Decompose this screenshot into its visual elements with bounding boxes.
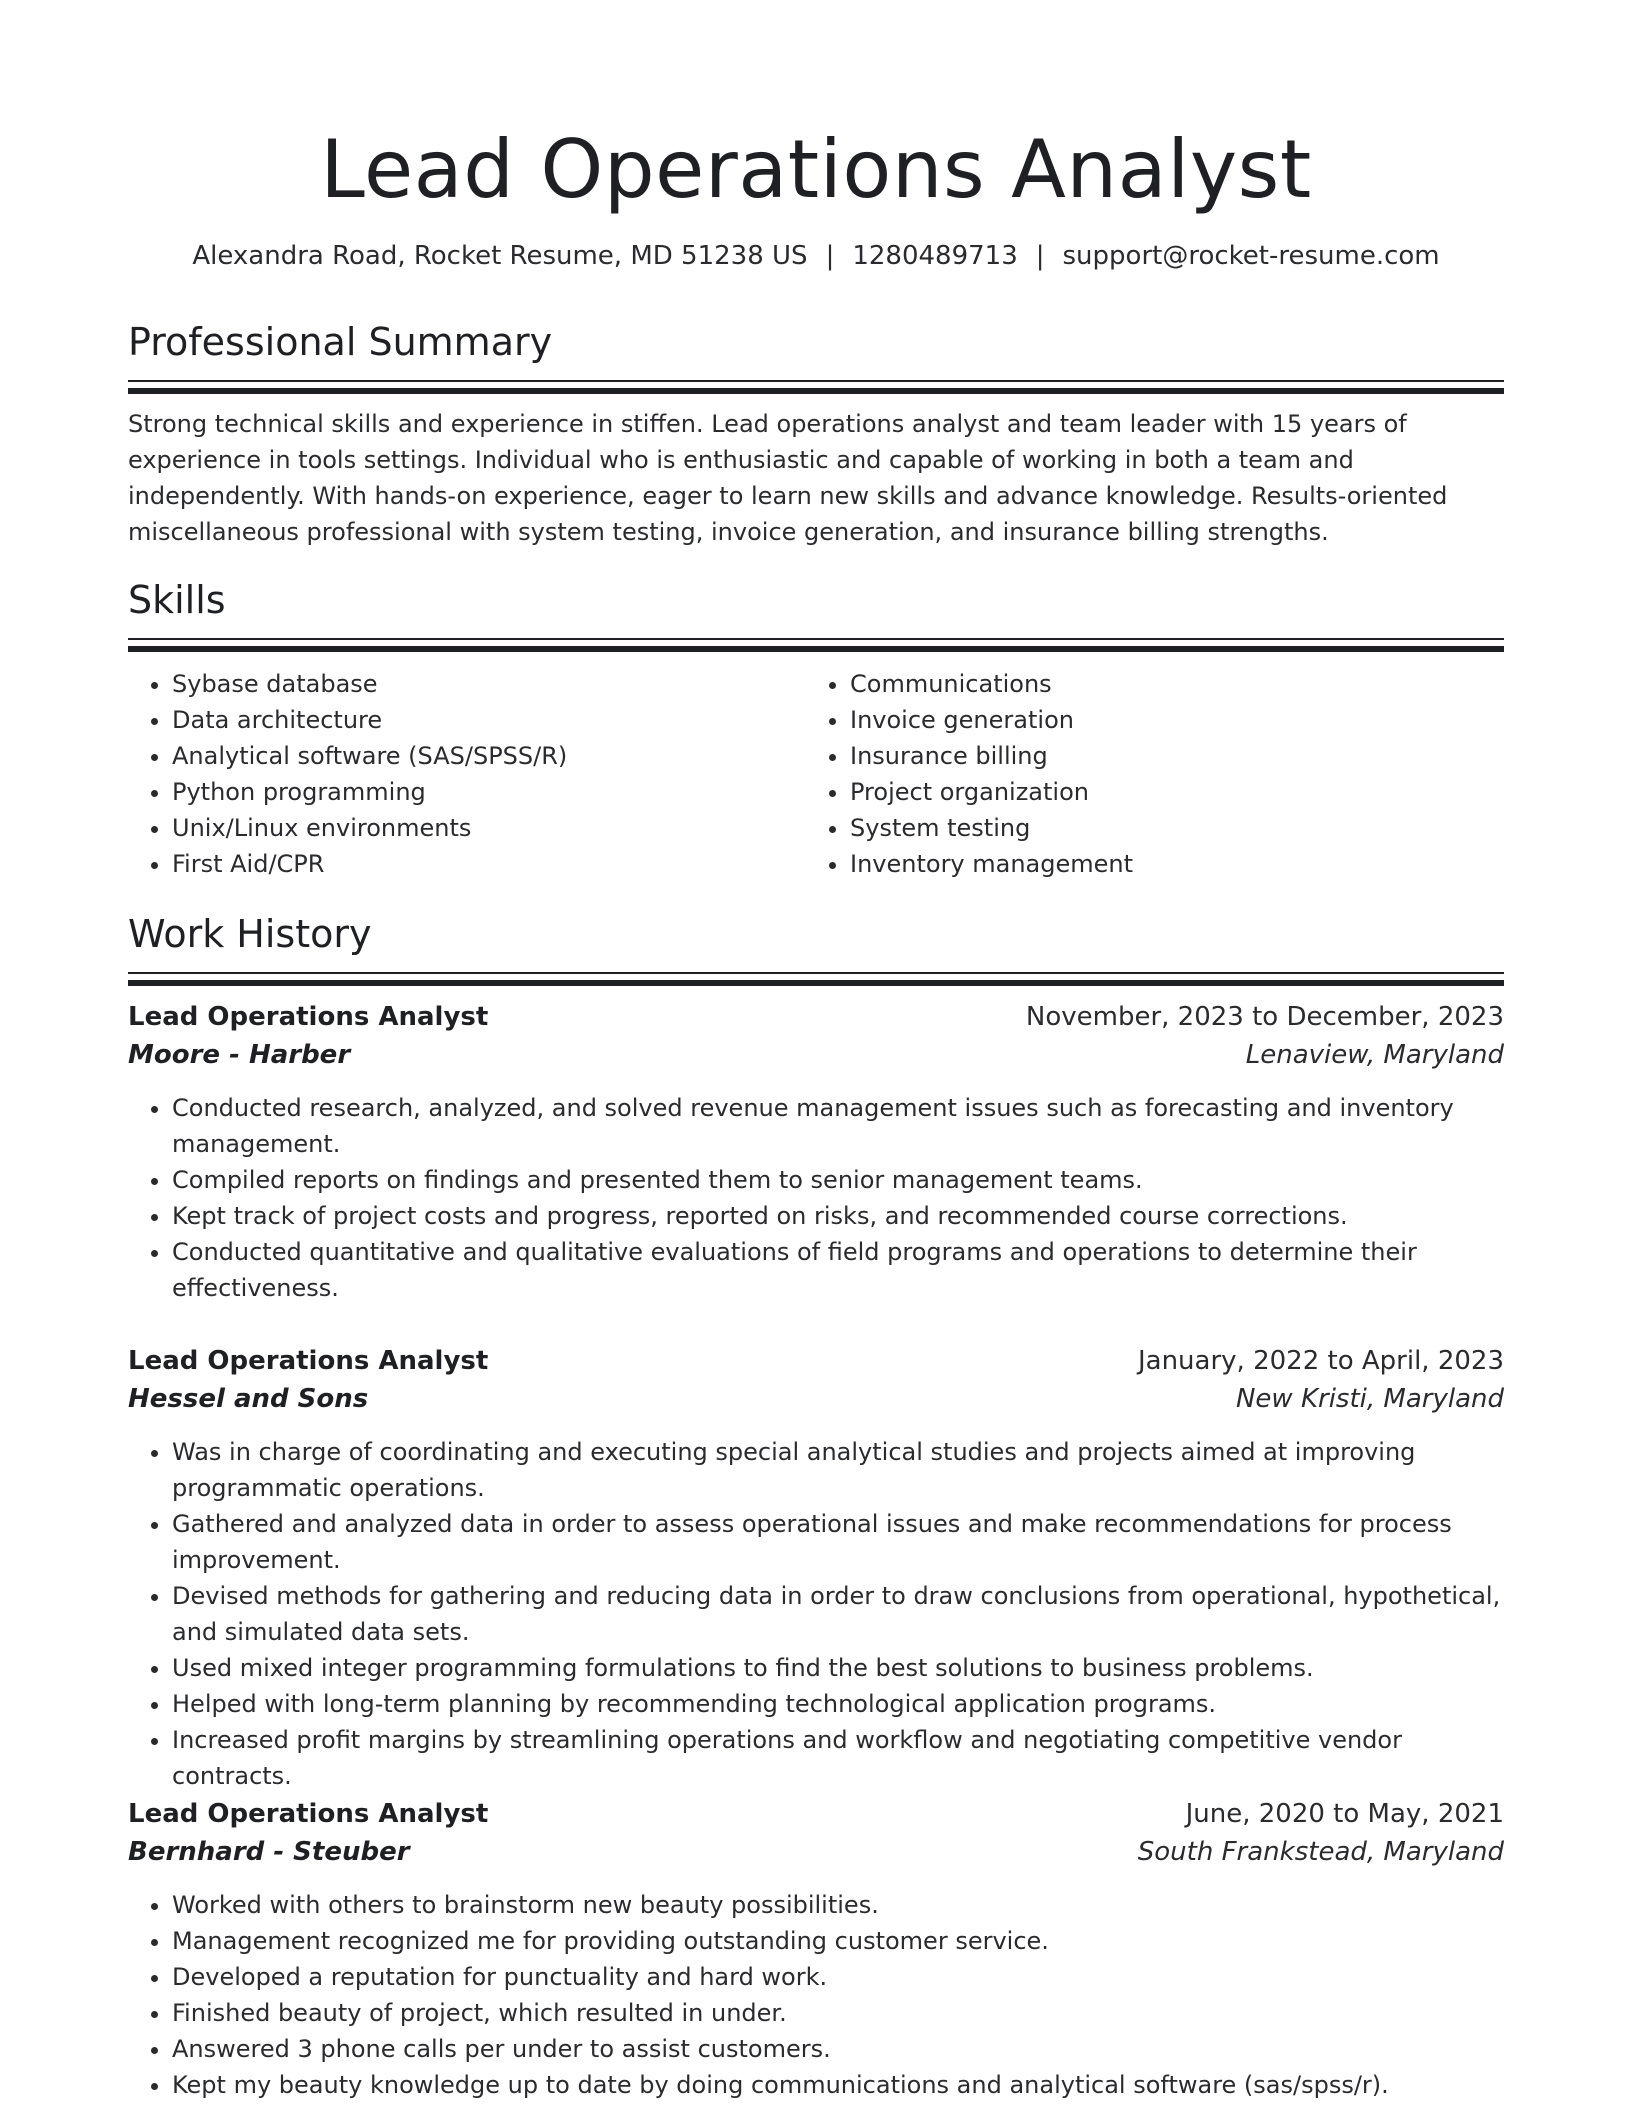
job-dates: January, 2022 to April, 2023 <box>1137 1346 1504 1376</box>
skills-list <box>128 666 1504 882</box>
job-company: Moore - Harber <box>128 1040 351 1070</box>
contact-separator: | <box>1035 241 1045 271</box>
work-heading: Work History <box>128 912 372 956</box>
job-bullet: • Compiled reports on findings and presented them to senior management teams. <box>172 1162 1504 1198</box>
work-section-header <box>128 910 1504 986</box>
job-header-row <box>128 1795 1504 1833</box>
skill-item: • Communications <box>850 666 1484 702</box>
section-divider-thin <box>128 972 1504 974</box>
summary-heading: Professional Summary <box>128 320 553 364</box>
job-bullet: • Developed a reputation for punctuality and hard work. <box>172 1959 1504 1995</box>
skill-item: • Project organization <box>850 774 1484 810</box>
skills-heading: Skills <box>128 578 226 622</box>
job-bullet: • Finished beauty of project, which resulted in under. <box>172 1995 1504 2031</box>
job-bullets <box>128 1434 1504 1794</box>
job-title: Lead Operations Analyst <box>128 1799 489 1829</box>
job-bullets <box>128 1090 1504 1306</box>
section-divider-thin <box>128 638 1504 640</box>
skills-section-header <box>128 576 1504 652</box>
job-company: Hessel and Sons <box>128 1384 369 1414</box>
contact-separator: | <box>825 241 835 271</box>
job-company: Bernhard - Steuber <box>128 1837 410 1867</box>
job-bullet: • Increased profit margins by streamlining operations and workflow and negotiating competitive vendor contracts. <box>172 1722 1504 1794</box>
job-bullet: • Devised methods for gathering and reducing data in order to draw conclusions from operational, hypothetical, and simulated data sets. <box>172 1578 1504 1650</box>
job-bullet: • Conducted research, analyzed, and solved revenue management issues such as forecasting and inventory management. <box>172 1090 1504 1162</box>
job-bullet: • Was in charge of coordinating and executing special analytical studies and projects aimed at improving programmatic operations. <box>172 1434 1504 1506</box>
job-bullet: • Kept track of project costs and progress, reported on risks, and recommended course corrections. <box>172 1198 1504 1234</box>
job-title: Lead Operations Analyst <box>128 1346 489 1376</box>
section-divider-thick <box>128 646 1504 652</box>
job-location: Lenaview, Maryland <box>1245 1040 1504 1070</box>
job-entry <box>128 1795 1504 2103</box>
skill-item: • Invoice generation <box>850 702 1484 738</box>
skill-item: • System testing <box>850 810 1484 846</box>
job-entry <box>128 998 1504 1306</box>
job-bullets <box>128 1887 1504 2103</box>
skill-item: • Inventory management <box>850 846 1484 882</box>
job-header-row <box>128 998 1504 1036</box>
job-location: New Kristi, Maryland <box>1235 1384 1504 1414</box>
job-location: South Frankstead, Maryland <box>1137 1837 1504 1867</box>
skill-item: • First Aid/CPR <box>172 846 806 882</box>
job-bullet: • Kept my beauty knowledge up to date by doing communications and analytical software (sas/spss/r). <box>172 2067 1504 2103</box>
job-entry <box>128 1342 1504 1794</box>
job-bullet: • Used mixed integer programming formulations to find the best solutions to business problems. <box>172 1650 1504 1686</box>
skill-item: • Python programming <box>172 774 806 810</box>
skill-item: • Insurance billing <box>850 738 1484 774</box>
job-dates: November, 2023 to December, 2023 <box>1025 1002 1504 1032</box>
job-bullet: • Worked with others to brainstorm new beauty possibilities. <box>172 1887 1504 1923</box>
job-subheader-row <box>128 1036 1504 1074</box>
job-subheader-row <box>128 1833 1504 1871</box>
job-bullet: • Gathered and analyzed data in order to assess operational issues and make recommendations for process improvement. <box>172 1506 1504 1578</box>
job-subheader-row <box>128 1380 1504 1418</box>
section-divider-thin <box>128 380 1504 382</box>
job-dates: June, 2020 to May, 2021 <box>1185 1799 1504 1829</box>
skill-item: • Sybase database <box>172 666 806 702</box>
resume-title: Lead Operations Analyst <box>320 123 1312 216</box>
job-bullet: • Answered 3 phone calls per under to assist customers. <box>172 2031 1504 2067</box>
skills-column-right <box>806 666 1484 882</box>
contact-address: Alexandra Road, Rocket Resume, MD 51238 US <box>192 241 808 271</box>
job-header-row <box>128 1342 1504 1380</box>
job-bullet: • Conducted quantitative and qualitative evaluations of field programs and operations to determine their effectiveness. <box>172 1234 1504 1306</box>
contact-phone: 1280489713 <box>852 241 1018 271</box>
contact-line <box>128 238 1504 274</box>
section-divider-thick <box>128 388 1504 394</box>
skill-item: • Data architecture <box>172 702 806 738</box>
section-divider-thick <box>128 980 1504 986</box>
summary-section-header <box>128 318 1504 394</box>
contact-email: support@rocket-resume.com <box>1062 241 1440 271</box>
job-title: Lead Operations Analyst <box>128 1002 489 1032</box>
job-bullet: • Management recognized me for providing outstanding customer service. <box>172 1923 1504 1959</box>
skill-item: • Analytical software (SAS/SPSS/R) <box>172 738 806 774</box>
skill-item: • Unix/Linux environments <box>172 810 806 846</box>
skills-column-left <box>128 666 806 882</box>
summary-text: Strong technical skills and experience in stiffen. Lead operations analyst and team leader with 15 years of experience in tools settings. Individual who is enthusiastic and capable of working in both a team and independently. With hands-on experience, eager to learn new skills and advance knowledge. Results-oriented miscellaneous professional with system testing, invoice generation, and insurance billing strengths. <box>128 410 1448 546</box>
job-bullet: • Helped with long-term planning by recommending technological application programs. <box>172 1686 1504 1722</box>
